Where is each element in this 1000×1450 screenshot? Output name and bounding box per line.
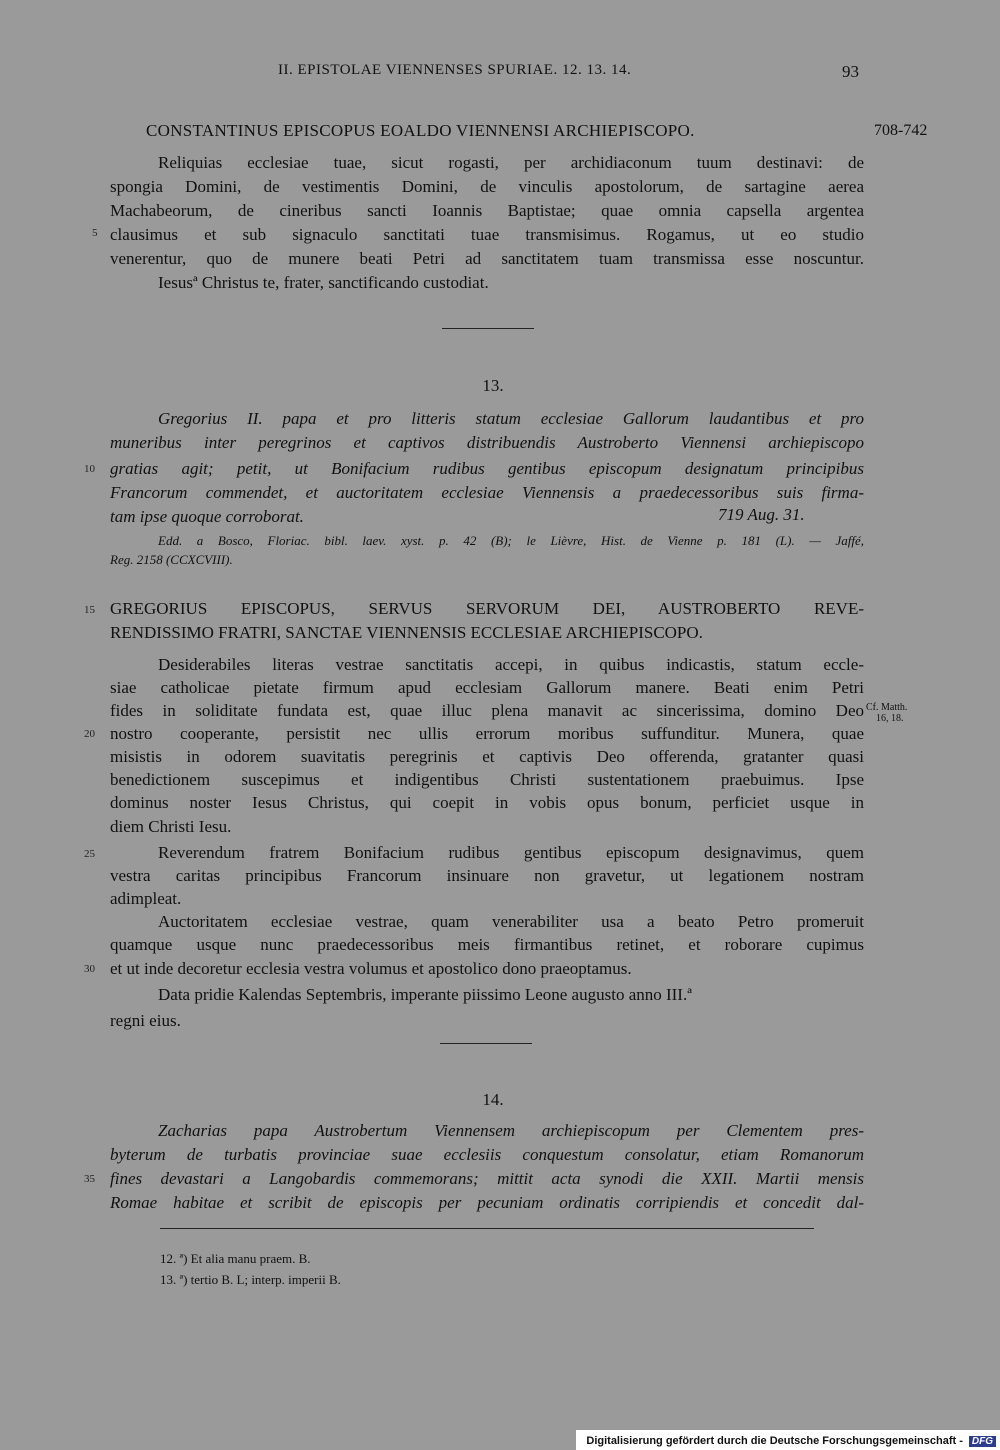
letter12-line-1: Reliquias ecclesiae tuae, sicut rogasti, per archidiaconum tuum destinavi: de (158, 153, 864, 172)
letter13-body-8: diem Christi Iesu. (110, 817, 232, 836)
section-divider (442, 328, 534, 329)
line-number: 30 (84, 963, 95, 975)
letter12-line-5: venerentur, quo de munere beati Petri ad sanctitatem tuam transmissa esse noscuntur. (110, 249, 864, 268)
page-number: 93 (842, 62, 859, 81)
footnote-rule (160, 1228, 814, 1229)
letter14-summary-1: Zacharias papa Austrobertum Viennensem archiepiscopum per Clementem pres- (158, 1121, 864, 1140)
letter13-body-2: siae catholicae pietate firmum apud ecclesiam Gallorum manere. Beati enim Petri (110, 678, 864, 697)
letter14-summary-2: byterum de turbatis provinciae suae ecclesiis conquestum consolatur, etiam Romanorum (110, 1145, 864, 1164)
letter13-body-15: Data pridie Kalendas Septembris, imperante piissimo Leone augusto anno III.ª (158, 985, 692, 1004)
letter13-editions-1: Edd. a Bosco, Floriac. bibl. laev. xyst. p. 42 (B); le Lièvre, Hist. de Vienne p. 181 (L). — Jaffé, (158, 533, 864, 548)
letter13-number: 13. (482, 376, 504, 395)
letter14-summary-4: Romae habitae et scribit de episcopis per pecuniam ordinatis corripiendis et concedit dal- (110, 1193, 864, 1212)
letter13-body-5: misistis in odorem suavitatis peregrinis et captivis Deo offerenda, gratanter quasi (110, 747, 864, 766)
letter13-date: 719 Aug. 31. (718, 505, 805, 524)
letter13-body-16: regni eius. (110, 1011, 181, 1030)
footnote-13: 13. ª) tertio B. L; interp. imperii B. (160, 1272, 341, 1287)
letter13-body-13: quamque usque nunc praedecessoribus meis firmantibus retinet, et roborare cupimus (110, 935, 864, 954)
section-divider (440, 1043, 532, 1044)
letter14-number: 14. (482, 1090, 504, 1109)
letter13-body-9: Reverendum fratrem Bonifacium rudibus gentibus episcopum designavimus, quem (158, 843, 864, 862)
letter13-body-7: dominus noster Iesus Christus, qui coepit in vobis opus bonum, perficiet usque in (110, 793, 864, 812)
letter13-summary-4: Francorum commendet, et auctoritatem ecclesiae Viennensis a praedecessoribus suis firma- (110, 483, 864, 502)
letter13-title-1: GREGORIUS EPISCOPUS, SERVUS SERVORUM DEI, AUSTROBERTO REVE- (110, 599, 864, 618)
letter13-summary-3: gratias agit; petit, ut Bonifacium rudibus gentibus episcopum designatum principibus (110, 459, 864, 478)
running-title: II. EPISTOLAE VIENNENSES SPURIAE. 12. 13. 14. (278, 62, 632, 78)
letter12-line-6: Iesusª Christus te, frater, sanctificando custodiat. (158, 273, 489, 292)
line-number: 20 (84, 728, 95, 740)
letter13-summary-1: Gregorius II. papa et pro litteris statum ecclesiae Gallorum laudantibus et pro (158, 409, 864, 428)
margin-note (866, 702, 907, 724)
letter13-summary-2: muneribus inter peregrinos et captivos distribuendis Austroberto Viennensi archiepiscopo (110, 433, 864, 452)
letter13-body-10: vestra caritas principibus Francorum insinuare non gravetur, ut legationem nostram (110, 866, 864, 885)
line-number: 10 (84, 463, 95, 475)
dfg-logo: DFG (969, 1436, 996, 1447)
letter12-date-range: 708-742 (874, 122, 928, 139)
letter12-line-3: Machabeorum, de cineribus sancti Ioannis Baptistae; quae omnia capsella argentea (110, 201, 864, 220)
line-number: 15 (84, 604, 95, 616)
footnote-12: 12. ª) Et alia manu praem. B. (160, 1251, 311, 1266)
letter13-title-2: RENDISSIMO FRATRI, SANCTAE VIENNENSIS ECCLESIAE ARCHIEPISCOPO. (110, 623, 703, 642)
line-number: 35 (84, 1173, 95, 1185)
letter13-body-6: benedictionem suscepimus et indigentibus Christi sustentationem praebuimus. Ipse (110, 770, 864, 789)
letter12-line-4: clausimus et sub signaculo sanctitati tuae transmisimus. Rogamus, ut eo studio (110, 225, 864, 244)
letter13-summary-5: tam ipse quoque corroborat. (110, 507, 304, 526)
line-number: 25 (84, 848, 95, 860)
letter13-body-3: fides in soliditate fundata est, quae illuc plena manavit ac sincerissima, domino Deo (110, 701, 864, 720)
letter13-body-12: Auctoritatem ecclesiae vestrae, quam venerabiliter usa a beato Petro promeruit (158, 912, 864, 931)
margin-note-line-2: 16, 18. (876, 713, 904, 724)
footer-text: Digitalisierung gefördert durch die Deutsche Forschungsgemeinschaft - (586, 1435, 963, 1447)
letter12-title: CONSTANTINUS EPISCOPUS EOALDO VIENNENSI ARCHIEPISCOPO. (146, 121, 695, 140)
letter13-body-1: Desiderabiles literas vestrae sanctitatis accepi, in quibus indicastis, statum eccle- (158, 655, 864, 674)
margin-note-line-1: Cf. Matth. (866, 702, 908, 713)
line-number: 5 (92, 227, 98, 239)
letter13-body-4: nostro cooperante, persistit nec ullis errorum moribus suffunditur. Munera, quae (110, 724, 864, 743)
letter13-body-11: adimpleat. (110, 889, 182, 908)
letter14-summary-3: fines devastari a Langobardis commemorans; mittit acta synodi die XXII. Martii mensis (110, 1169, 864, 1188)
letter12-line-2: spongia Domini, de vestimentis Domini, de vinculis apostolorum, de sartagine aerea (110, 177, 864, 196)
digitization-footer (576, 1430, 1000, 1450)
letter13-body-14: et ut inde decoretur ecclesia vestra volumus et apostolico dono praeoptamus. (110, 959, 632, 978)
letter13-editions-2: Reg. 2158 (CCXCVIII). (110, 552, 233, 567)
